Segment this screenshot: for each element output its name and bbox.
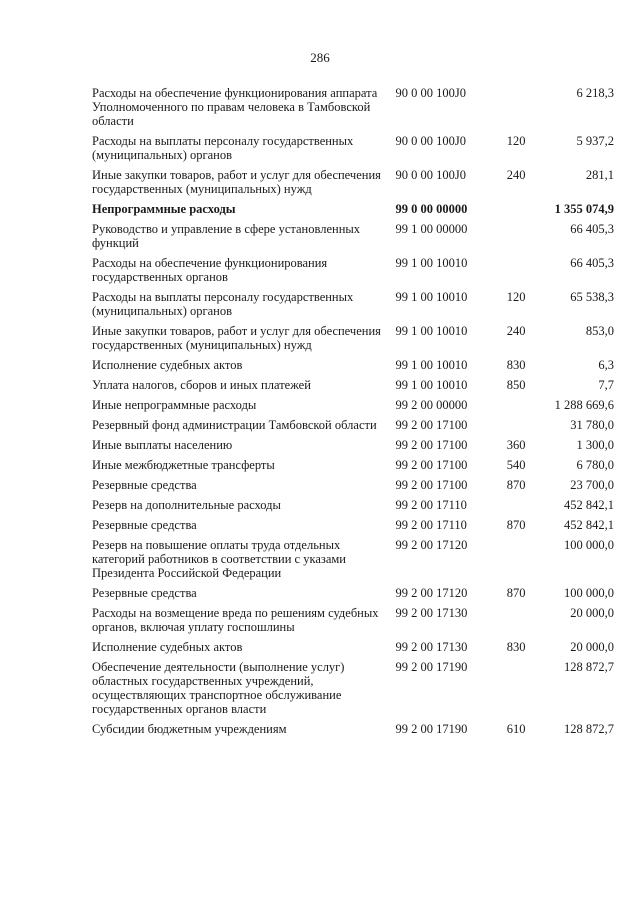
row-name: Расходы на обеспечение функционирования аппарата Уполномоченного по правам человека в Тамбовской области <box>92 86 378 128</box>
row-sum: 100 000,0 <box>564 586 614 600</box>
budget-table-body <box>92 86 614 742</box>
row-sum: 23 700,0 <box>570 478 614 492</box>
row-name: Расходы на выплаты персоналу государственных (муниципальных) органов <box>92 290 354 318</box>
row-kvr <box>507 222 539 250</box>
row-sum: 20 000,0 <box>570 640 614 654</box>
row-code: 90 0 00 100J0 <box>395 168 466 182</box>
row-sum: 6,3 <box>598 358 614 372</box>
table-row <box>92 134 614 162</box>
row-kvr <box>507 498 539 512</box>
table-row <box>92 222 614 250</box>
row-kvr: 610 <box>506 722 526 736</box>
row-sum: 65 538,3 <box>570 290 614 304</box>
row-code: 99 1 00 10010 <box>395 290 468 304</box>
row-name: Резервные средства <box>92 478 197 492</box>
row-code: 99 2 00 17100 <box>395 478 468 492</box>
table-row <box>92 202 614 216</box>
row-sum: 5 937,2 <box>576 134 614 148</box>
row-kvr: 120 <box>506 290 526 304</box>
row-kvr: 240 <box>506 324 526 338</box>
table-row <box>92 458 614 472</box>
row-sum: 853,0 <box>585 324 614 338</box>
row-name: Иные закупки товаров, работ и услуг для обеспечения государственных (муниципальных) нужд <box>92 168 381 196</box>
row-code: 90 0 00 100J0 <box>395 134 466 148</box>
row-name: Обеспечение деятельности (выполнение услуг) областных государственных учреждений, осуществляющих транспортное обслуживание государственных органов власти <box>92 660 345 716</box>
row-name: Расходы на обеспечение функционирования государственных органов <box>92 256 328 284</box>
row-kvr: 830 <box>506 358 526 372</box>
row-code: 90 0 00 100J0 <box>395 86 466 100</box>
row-spacer-cell <box>92 736 614 742</box>
table-row <box>92 378 614 392</box>
row-kvr <box>507 660 539 716</box>
row-code: 99 1 00 00000 <box>395 222 468 236</box>
row-sum: 452 842,1 <box>564 498 614 512</box>
row-code: 99 2 00 17130 <box>395 606 468 620</box>
table-row <box>92 478 614 492</box>
table-row <box>92 660 614 716</box>
row-code: 99 2 00 00000 <box>395 398 468 412</box>
row-kvr <box>507 86 539 128</box>
row-kvr <box>507 256 539 284</box>
page-number: 286 <box>310 50 330 65</box>
row-sum: 6 780,0 <box>576 458 614 472</box>
row-name: Резервные средства <box>92 586 197 600</box>
row-name: Расходы на возмещение вреда по решениям судебных органов, включая уплату госпошлины <box>92 606 379 634</box>
row-sum: 452 842,1 <box>564 518 614 532</box>
row-sum: 1 288 669,6 <box>554 398 614 412</box>
row-name: Резервные средства <box>92 518 197 532</box>
row-kvr: 850 <box>506 378 526 392</box>
row-kvr: 120 <box>506 134 526 148</box>
table-row <box>92 256 614 284</box>
row-sum: 66 405,3 <box>570 256 614 270</box>
row-sum: 31 780,0 <box>570 418 614 432</box>
row-kvr <box>507 202 539 216</box>
row-name: Уплата налогов, сборов и иных платежей <box>92 378 311 392</box>
row-spacer <box>92 736 614 742</box>
row-name: Иные закупки товаров, работ и услуг для обеспечения государственных (муниципальных) нужд <box>92 324 381 352</box>
table-row <box>92 722 614 736</box>
row-kvr: 870 <box>506 586 526 600</box>
row-kvr: 240 <box>506 168 526 182</box>
row-name: Резерв на повышение оплаты труда отдельных категорий работников в соответствии с указами Президента Российской Федерации <box>92 538 346 580</box>
row-sum: 6 218,3 <box>576 86 614 100</box>
row-kvr: 830 <box>506 640 526 654</box>
row-code: 99 2 00 17110 <box>395 518 467 532</box>
table-row <box>92 398 614 412</box>
row-code: 99 1 00 10010 <box>395 378 468 392</box>
row-name: Резерв на дополнительные расходы <box>92 498 281 512</box>
table-row <box>92 498 614 512</box>
row-kvr <box>507 418 539 432</box>
row-sum: 128 872,7 <box>564 722 614 736</box>
row-code: 99 2 00 17100 <box>395 438 468 452</box>
row-name: Иные межбюджетные трансферты <box>92 458 275 472</box>
table-row <box>92 418 614 432</box>
row-code: 99 1 00 10010 <box>395 324 468 338</box>
row-code: 99 1 00 10010 <box>395 358 468 372</box>
row-code: 99 2 00 17120 <box>395 538 468 552</box>
row-name: Резервный фонд администрации Тамбовской области <box>92 418 377 432</box>
table-row <box>92 290 614 318</box>
row-name: Непрограммные расходы <box>92 202 236 216</box>
row-name: Исполнение судебных актов <box>92 640 243 654</box>
row-sum: 7,7 <box>598 378 614 392</box>
row-code: 99 2 00 17110 <box>395 498 467 512</box>
row-name: Иные непрограммные расходы <box>92 398 257 412</box>
row-sum: 66 405,3 <box>570 222 614 236</box>
table-row <box>92 358 614 372</box>
row-code: 99 2 00 17100 <box>395 418 468 432</box>
row-code: 99 1 00 10010 <box>395 256 468 270</box>
budget-table <box>92 86 614 742</box>
table-row <box>92 438 614 452</box>
row-name: Иные выплаты населению <box>92 438 233 452</box>
row-code: 99 2 00 17130 <box>395 640 468 654</box>
row-sum: 1 300,0 <box>576 438 614 452</box>
row-code: 99 0 00 00000 <box>395 202 468 216</box>
row-sum: 281,1 <box>585 168 614 182</box>
row-name: Исполнение судебных актов <box>92 358 243 372</box>
row-code: 99 2 00 17190 <box>395 722 468 736</box>
row-sum: 1 355 074,9 <box>554 202 614 216</box>
row-code: 99 2 00 17120 <box>395 586 468 600</box>
row-kvr <box>507 538 539 580</box>
row-kvr <box>507 398 539 412</box>
table-row <box>92 640 614 654</box>
row-kvr <box>507 606 539 634</box>
row-kvr: 870 <box>506 518 526 532</box>
row-name: Субсидии бюджетным учреждениям <box>92 722 287 736</box>
row-name: Руководство и управление в сфере установленных функций <box>92 222 361 250</box>
table-row <box>92 324 614 352</box>
row-code: 99 2 00 17190 <box>395 660 468 674</box>
row-sum: 20 000,0 <box>570 606 614 620</box>
row-kvr: 540 <box>506 458 526 472</box>
row-sum: 128 872,7 <box>564 660 614 674</box>
row-name: Расходы на выплаты персоналу государственных (муниципальных) органов <box>92 134 354 162</box>
table-row <box>92 586 614 600</box>
row-kvr: 360 <box>506 438 526 452</box>
table-row <box>92 538 614 580</box>
table-row <box>92 606 614 634</box>
table-row <box>92 86 614 128</box>
table-row <box>92 168 614 196</box>
row-sum: 100 000,0 <box>564 538 614 552</box>
row-code: 99 2 00 17100 <box>395 458 468 472</box>
table-row <box>92 518 614 532</box>
row-kvr: 870 <box>506 478 526 492</box>
